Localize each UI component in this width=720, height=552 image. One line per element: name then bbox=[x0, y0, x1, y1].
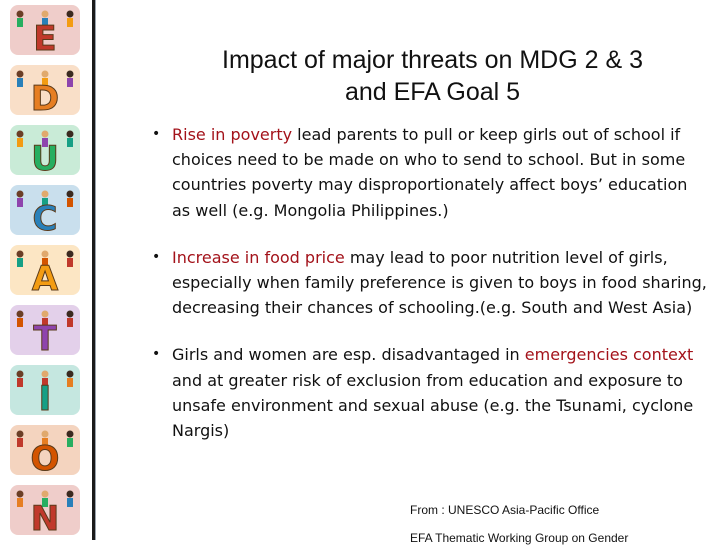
figure-head-icon bbox=[42, 251, 49, 258]
source-line2: EFA Thematic Working Group on Gender bbox=[410, 531, 629, 545]
figure-head-icon bbox=[17, 191, 24, 198]
letter-glyph: D bbox=[30, 79, 60, 119]
figure-body-icon bbox=[17, 498, 23, 507]
figure-body-icon bbox=[67, 258, 73, 267]
figure-body-icon bbox=[67, 198, 73, 207]
decorative-letter-a bbox=[10, 245, 80, 299]
decorative-letter-i bbox=[10, 365, 80, 419]
figure-body-icon bbox=[17, 198, 23, 207]
bullet-item-emergencies bbox=[150, 342, 710, 443]
decorative-letter-band bbox=[0, 0, 92, 540]
figure-body-icon bbox=[67, 378, 73, 387]
source-line1: From : UNESCO Asia-Pacific Office bbox=[410, 503, 600, 517]
letter-glyph: A bbox=[31, 259, 59, 299]
slide-title-line1: Impact of major threats on MDG 2 & 3 bbox=[222, 46, 643, 74]
decorative-letter-o bbox=[10, 425, 80, 479]
figure-body-icon bbox=[67, 438, 73, 447]
figure-body-icon bbox=[17, 378, 23, 387]
figure-body-icon bbox=[17, 138, 23, 147]
bullet-pre: Girls and women are esp. disadvantaged in bbox=[172, 345, 525, 365]
bullet-highlight: Rise in poverty bbox=[172, 125, 293, 144]
figure-head-icon bbox=[67, 251, 74, 258]
figure-head-icon bbox=[67, 311, 74, 318]
figure-head-icon bbox=[17, 371, 24, 378]
figure-body-icon bbox=[17, 258, 23, 267]
figure-head-icon bbox=[17, 311, 24, 318]
band-divider-light bbox=[95, 0, 96, 540]
bullet-text: and at greater risk of exclusion from education and exposure to unsafe environment and sexual abuse (e.g. the Tsunami, cyclone Nargis) bbox=[172, 370, 694, 441]
figure-head-icon bbox=[17, 11, 24, 18]
letter-glyph: O bbox=[30, 439, 60, 479]
figure-head-icon bbox=[42, 491, 49, 498]
figure-body-icon bbox=[17, 438, 23, 447]
figure-head-icon bbox=[42, 371, 49, 378]
slide-title-line2: and EFA Goal 5 bbox=[344, 78, 521, 106]
figure-head-icon bbox=[67, 491, 74, 498]
bullet-icon: • bbox=[152, 248, 161, 265]
figure-head-icon bbox=[42, 311, 49, 318]
letter-glyph: E bbox=[33, 19, 57, 59]
figure-body-icon bbox=[17, 18, 23, 27]
education-letters-illustration bbox=[0, 0, 92, 540]
figure-head-icon bbox=[17, 431, 24, 438]
figure-head-icon bbox=[42, 131, 49, 138]
figure-body-icon bbox=[67, 318, 73, 327]
figure-body-icon bbox=[67, 18, 73, 27]
bullet-item-poverty bbox=[150, 122, 710, 223]
source-attribution bbox=[410, 496, 710, 552]
figure-head-icon bbox=[67, 191, 74, 198]
figure-head-icon bbox=[67, 371, 74, 378]
decorative-letter-c bbox=[10, 185, 80, 239]
figure-head-icon bbox=[42, 431, 49, 438]
figure-body-icon bbox=[67, 138, 73, 147]
letter-glyph: N bbox=[30, 499, 60, 539]
figure-body-icon bbox=[67, 498, 73, 507]
bullet-text: lead parents to pull or keep girls out of school if choices need to be made on who to send to school. But in some countries poverty may disproportionately affect boys’ education as well (e.g. Mongolia Philippines.) bbox=[172, 125, 688, 220]
figure-head-icon bbox=[17, 131, 24, 138]
figure-head-icon bbox=[17, 491, 24, 498]
figure-head-icon bbox=[67, 131, 74, 138]
decorative-letter-t bbox=[10, 305, 80, 359]
letter-glyph: U bbox=[31, 139, 59, 179]
figure-head-icon bbox=[42, 191, 49, 198]
figure-head-icon bbox=[17, 251, 24, 258]
figure-head-icon bbox=[17, 71, 24, 78]
decorative-letter-e bbox=[10, 5, 80, 59]
figure-head-icon bbox=[67, 71, 74, 78]
figure-body-icon bbox=[17, 78, 23, 87]
bullet-highlight: emergencies context bbox=[524, 345, 694, 365]
figure-head-icon bbox=[67, 11, 74, 18]
letter-glyph: T bbox=[33, 319, 57, 359]
figure-head-icon bbox=[42, 11, 49, 18]
bullet-highlight: Increase in food price bbox=[172, 247, 345, 267]
decorative-letter-d bbox=[10, 65, 80, 119]
slide-title bbox=[160, 44, 705, 108]
bullet-icon: • bbox=[152, 346, 161, 363]
decorative-letter-n bbox=[10, 485, 80, 539]
bullet-text: may lead to poor nutrition level of girls, especially when family preference is given to boys in food sharing, decreasing their chances of schooling.(e.g. South and West Asia) bbox=[172, 247, 707, 318]
figure-body-icon bbox=[17, 318, 23, 327]
bullet-icon: • bbox=[152, 126, 161, 142]
bullet-list bbox=[150, 122, 710, 465]
letter-glyph: I bbox=[38, 379, 52, 419]
bullet-item-food-price bbox=[150, 245, 710, 321]
figure-body-icon bbox=[67, 78, 73, 87]
decorative-letter-u bbox=[10, 125, 80, 179]
figure-head-icon bbox=[42, 71, 49, 78]
figure-head-icon bbox=[67, 431, 74, 438]
letter-glyph: C bbox=[32, 199, 58, 239]
